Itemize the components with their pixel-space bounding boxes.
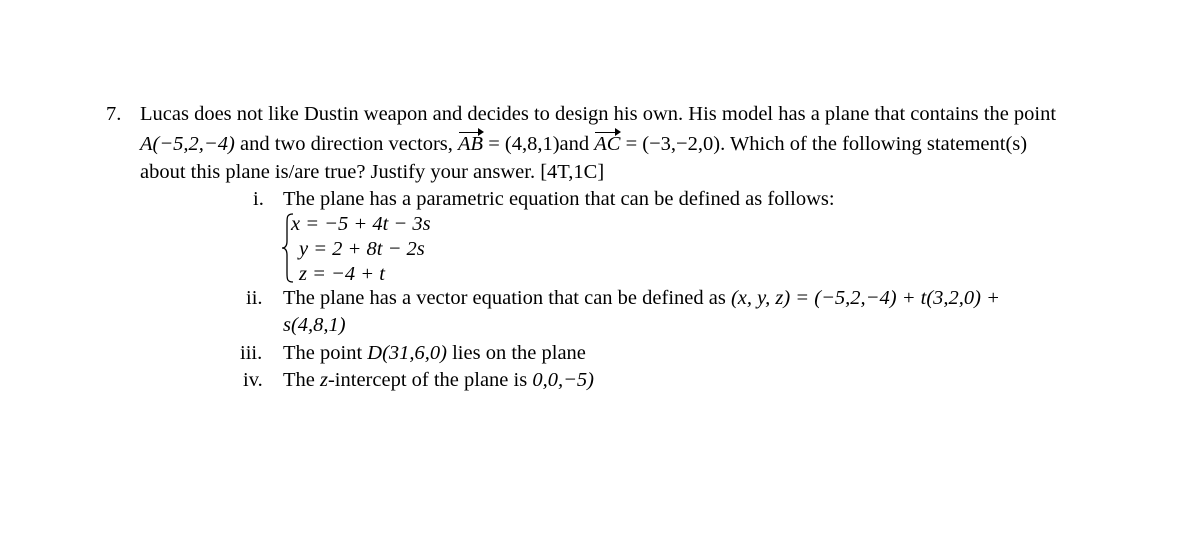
vector-ac-value: = (−3,−2,0) bbox=[620, 133, 721, 155]
item-iii-text-after: lies on the plane bbox=[446, 342, 586, 364]
item-iv-text-after: -intercept of the plane is bbox=[327, 369, 533, 391]
vector-ab-value: = (4,8,1)and bbox=[483, 133, 595, 155]
vector-ac: AC bbox=[594, 133, 621, 155]
item-ii-text: The plane has a vector equation that can be defined as bbox=[283, 287, 731, 309]
item-iii-text-before: The point bbox=[283, 342, 368, 364]
item-iv-numeral: iv. bbox=[243, 369, 263, 391]
question-line-3: about this plane is/are true? Justify your answer. [4T,1C] bbox=[140, 161, 605, 183]
item-iv-text-before: The bbox=[283, 369, 320, 391]
vector-equation-continuation: s(4,8,1) bbox=[283, 314, 346, 336]
parametric-eq-z: z = −4 + t bbox=[299, 263, 385, 285]
item-i-text: The plane has a parametric equation that can be defined as follows: bbox=[283, 188, 835, 210]
item-iii-numeral: iii. bbox=[240, 342, 263, 364]
item-ii-numeral: ii. bbox=[246, 287, 263, 309]
z-intercept-value: 0,0,−5) bbox=[532, 369, 595, 391]
vector-ab: AB bbox=[458, 133, 484, 155]
parametric-eq-y: y = 2 + 8t − 2s bbox=[299, 238, 425, 260]
item-iv-line bbox=[283, 369, 594, 392]
line-2-mid-text: and two direction vectors, bbox=[234, 133, 459, 155]
z-variable: z bbox=[320, 369, 328, 391]
item-i-numeral: i. bbox=[253, 188, 264, 210]
question-line-1: Lucas does not like Dustin weapon and decides to design his own. His model has a plane that contains the point bbox=[140, 103, 1057, 125]
item-ii-line bbox=[283, 287, 1000, 310]
vector-equation: (x, y, z) = (−5,2,−4) + t(3,2,0) + bbox=[730, 287, 1000, 309]
point-d: D(31,6,0) bbox=[367, 342, 447, 364]
question-number: 7. bbox=[106, 103, 122, 125]
question-line-2 bbox=[140, 133, 1027, 156]
line-2-end-text: . Which of the following statement(s) bbox=[720, 133, 1028, 155]
parametric-eq-x: x = −5 + 4t − 3s bbox=[291, 213, 431, 235]
item-iii-line bbox=[283, 342, 586, 365]
point-a: A(−5,2,−4) bbox=[140, 133, 235, 155]
